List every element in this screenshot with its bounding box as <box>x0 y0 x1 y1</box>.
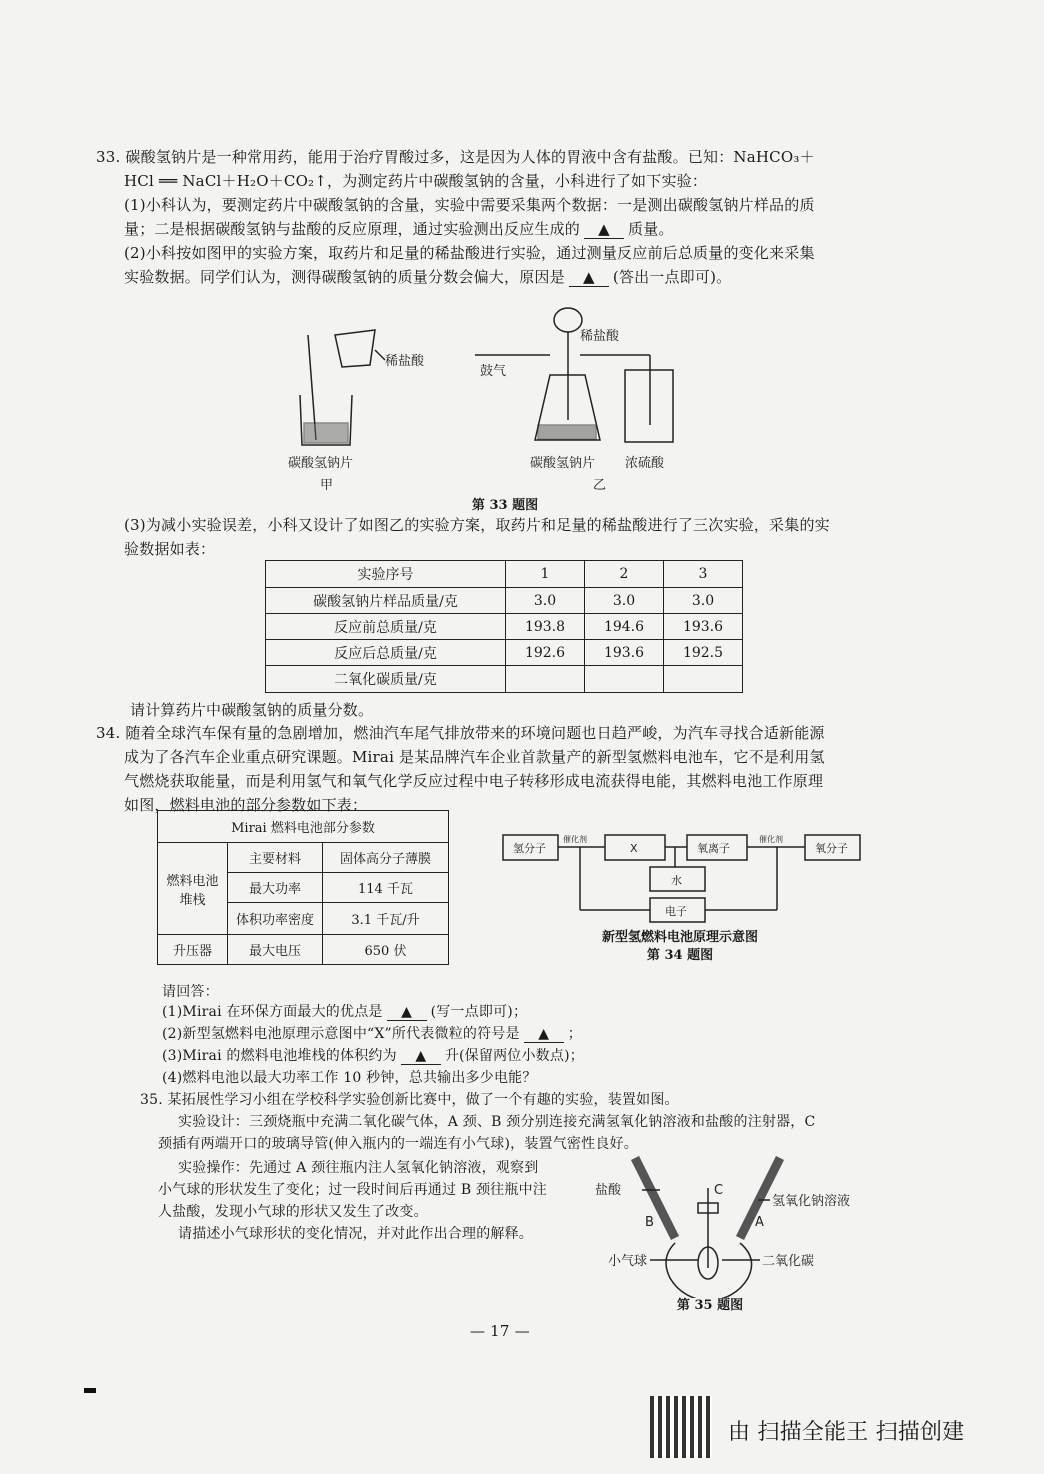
cell: 193.6 <box>664 614 743 640</box>
cell: 3.1 千瓦/升 <box>323 903 449 935</box>
text: 升(保留两位小数点)； <box>444 1048 584 1064</box>
fig-label: 氢氧化钠溶液 <box>772 1194 851 1209</box>
page-number: — 17 — <box>470 1322 530 1340</box>
table-row <box>266 640 743 666</box>
q33-part3-cont: 验数据如表： <box>124 540 216 558</box>
watermark: 由 扫描全能王 扫描创建 <box>728 1420 965 1445</box>
answer-blank: ▲ <box>401 1048 441 1065</box>
mirai-parameters-table <box>157 810 449 965</box>
text: (3)Mirai 的燃料电池堆栈的体积约为 <box>162 1048 397 1064</box>
q33-part2-cont <box>124 266 731 287</box>
cell: 192.5 <box>664 640 743 666</box>
fig-label: 二氧化碳 <box>762 1254 815 1269</box>
group-cell: 燃料电池堆栈 <box>158 843 228 935</box>
cell: 最大电压 <box>228 935 323 965</box>
diagram-title: 新型氢燃料电池原理示意图 <box>601 930 758 945</box>
header-cell: 2 <box>585 561 664 588</box>
diagram-node: 氢分子 <box>513 842 546 855</box>
text: 质量。 <box>628 220 674 238</box>
answer-blank: ▲ <box>584 220 624 239</box>
q35-line: 颈插有两端开口的玻璃导管(伸入瓶内的一端连有小气球)，装置气密性良好。 <box>158 1136 638 1152</box>
q34-sub2 <box>162 1023 582 1043</box>
cell: 反应前总质量/克 <box>266 614 506 640</box>
answer-blank: ▲ <box>569 268 609 287</box>
fig-label: 甲 <box>320 478 334 493</box>
text: 量；二是根据碳酸氢钠与盐酸的反应原理，通过实验测出反应生成的 <box>124 220 581 238</box>
cell: 193.8 <box>506 614 585 640</box>
fig-label: 稀盐酸 <box>385 354 425 369</box>
cell: 二氧化碳质量/克 <box>266 666 506 693</box>
cell: 体积功率密度 <box>228 903 323 935</box>
q34-line: 34. 随着全球汽车保有量的急剧增加，燃油汽车尾气排放带来的环境问题也日趋严峻，为汽车寻找合适新能源 <box>96 724 825 742</box>
q33-question: 请计算药片中碳酸氢钠的质量分数。 <box>130 701 374 719</box>
q34-sub4: (4)燃料电池以最大功率工作 10 秒钟，总共输出多少电能？ <box>162 1070 537 1086</box>
answer-prompt: 请回答： <box>162 984 219 1000</box>
fig-label: 盐酸 <box>595 1183 622 1198</box>
diagram-node: 氧离子 <box>697 842 730 855</box>
text: ； <box>567 1026 582 1042</box>
header-cell: 1 <box>506 561 585 588</box>
q34-line: 气燃烧获取能量，而是利用氢气和氧气化学反应过程中电子转移形成电流获得电能，其燃料电池工作原理 <box>124 772 824 790</box>
q33-equation: HCl ══ NaCl＋H₂O＋CO₂↑，为测定药片中碳酸氢钠的含量，小科进行了如下实验： <box>124 172 708 190</box>
q35-line: 35. 某拓展性学习小组在学校科学实验创新比赛中，做了一个有趣的实验，装置如图。 <box>140 1092 679 1108</box>
cell: 650 伏 <box>323 935 449 965</box>
figure-34-caption: 第 34 题图 <box>646 948 714 963</box>
diagram-node: 水 <box>671 874 682 887</box>
cell: 3.0 <box>585 588 664 614</box>
cell: 194.6 <box>585 614 664 640</box>
fig-label: B <box>645 1215 654 1230</box>
fig-label: 浓硫酸 <box>625 456 665 471</box>
q35-line: 请描述小气球形状的变化情况，并对此作出合理的解释。 <box>178 1226 533 1242</box>
group-cell: 升压器 <box>158 935 228 965</box>
cell: 3.0 <box>506 588 585 614</box>
text: (写一点即可)； <box>430 1004 528 1020</box>
figure-33 <box>280 295 700 500</box>
header-cell: 3 <box>664 561 743 588</box>
text: 实验数据。同学们认为，测得碳酸氢钠的质量分数会偏大，原因是 <box>124 268 565 286</box>
q33-part2: (2)小科按如图甲的实验方案，取药片和足量的稀盐酸进行实验，通过测量反应前后总质量的变化来采集 <box>124 244 815 262</box>
header-cell: 实验序号 <box>266 561 506 588</box>
table-title: Mirai 燃料电池部分参数 <box>158 811 449 843</box>
q34-line: 如图，燃料电池的部分参数如下表： <box>124 796 368 814</box>
answer-blank: ▲ <box>387 1004 427 1021</box>
cell <box>506 666 585 693</box>
text: (1)Mirai 在环保方面最大的优点是 <box>162 1004 383 1020</box>
text: (答出一点即可)。 <box>612 268 732 286</box>
qr-code-icon <box>650 1396 712 1458</box>
q34-sub3 <box>162 1045 584 1065</box>
fig-label: A <box>755 1215 764 1230</box>
q33-part3: (3)为减小实验误差，小科又设计了如图乙的实验方案，取药片和足量的稀盐酸进行了三次实验，采集的实 <box>124 516 830 534</box>
cell: 114 千瓦 <box>323 873 449 903</box>
cell: 3.0 <box>664 588 743 614</box>
fig-label: 碳酸氢钠片 <box>530 456 596 471</box>
table-row <box>266 614 743 640</box>
figure-35 <box>590 1148 880 1298</box>
cell: 最大功率 <box>228 873 323 903</box>
q35-line: 实验操作：先通过 A 颈往瓶内注人氢氧化钠溶液，观察到 <box>178 1160 539 1176</box>
diagram-label: 催化剂 <box>759 835 783 844</box>
cell: 193.6 <box>585 640 664 666</box>
table-row <box>266 588 743 614</box>
q34-line: 成为了各汽车企业重点研究课题。Mirai 是某品牌汽车企业首款量产的新型氢燃料电池车，它不是利用氢 <box>124 748 825 766</box>
answer-blank: ▲ <box>524 1026 564 1043</box>
fig-label: 碳酸氢钠片 <box>288 456 354 471</box>
text: (2)新型氢燃料电池原理示意图中“X”所代表微粒的符号是 <box>162 1026 520 1042</box>
q33-part1-cont <box>124 218 674 239</box>
fuel-cell-diagram <box>495 825 865 935</box>
experiment-data-table <box>265 560 743 693</box>
q33-line: 33. 碳酸氢钠片是一种常用药，能用于治疗胃酸过多，这是因为人体的胃液中含有盐酸。已知：NaHCO₃＋ <box>96 148 815 166</box>
cell <box>585 666 664 693</box>
q35-line: 人盐酸，发现小气球的形状又发生了改变。 <box>158 1204 428 1220</box>
figure-33-caption: 第 33 题图 <box>471 498 539 513</box>
figure-35-caption: 第 35 题图 <box>676 1298 744 1313</box>
diagram-node: X <box>630 842 638 855</box>
q33-part1: (1)小科认为，要测定药片中碳酸氢钠的含量，实验中需要采集两个数据：一是测出碳酸氢钠片样品的质 <box>124 196 815 214</box>
cell: 碳酸氢钠片样品质量/克 <box>266 588 506 614</box>
fig-label: 鼓气 <box>480 364 507 379</box>
cell: 192.6 <box>506 640 585 666</box>
q35-line: 小气球的形状发生了变化；过一段时间后再通过 B 颈往瓶中注 <box>158 1182 547 1198</box>
cell <box>664 666 743 693</box>
diagram-label: 催化剂 <box>563 835 587 844</box>
scan-mark <box>84 1388 96 1393</box>
diagram-node: 电子 <box>665 905 687 918</box>
fig-label: 乙 <box>593 478 607 493</box>
beaker-apparatus <box>300 330 385 445</box>
fig-label: 稀盐酸 <box>580 329 620 344</box>
q34-sub1 <box>162 1001 527 1021</box>
cell: 主要材料 <box>228 843 323 873</box>
table-row <box>266 666 743 693</box>
cell: 固体高分子薄膜 <box>323 843 449 873</box>
table-header-row <box>266 561 743 588</box>
fig-label: 小气球 <box>608 1254 648 1269</box>
diagram-node: 氧分子 <box>815 842 848 855</box>
fig-label: C <box>714 1183 724 1198</box>
q35-line: 实验设计：三颈烧瓶中充满二氧化碳气体，A 颈、B 颈分别连接充满氢氧化钠溶液和盐酸的注射器，C <box>178 1114 816 1130</box>
cell: 反应后总质量/克 <box>266 640 506 666</box>
